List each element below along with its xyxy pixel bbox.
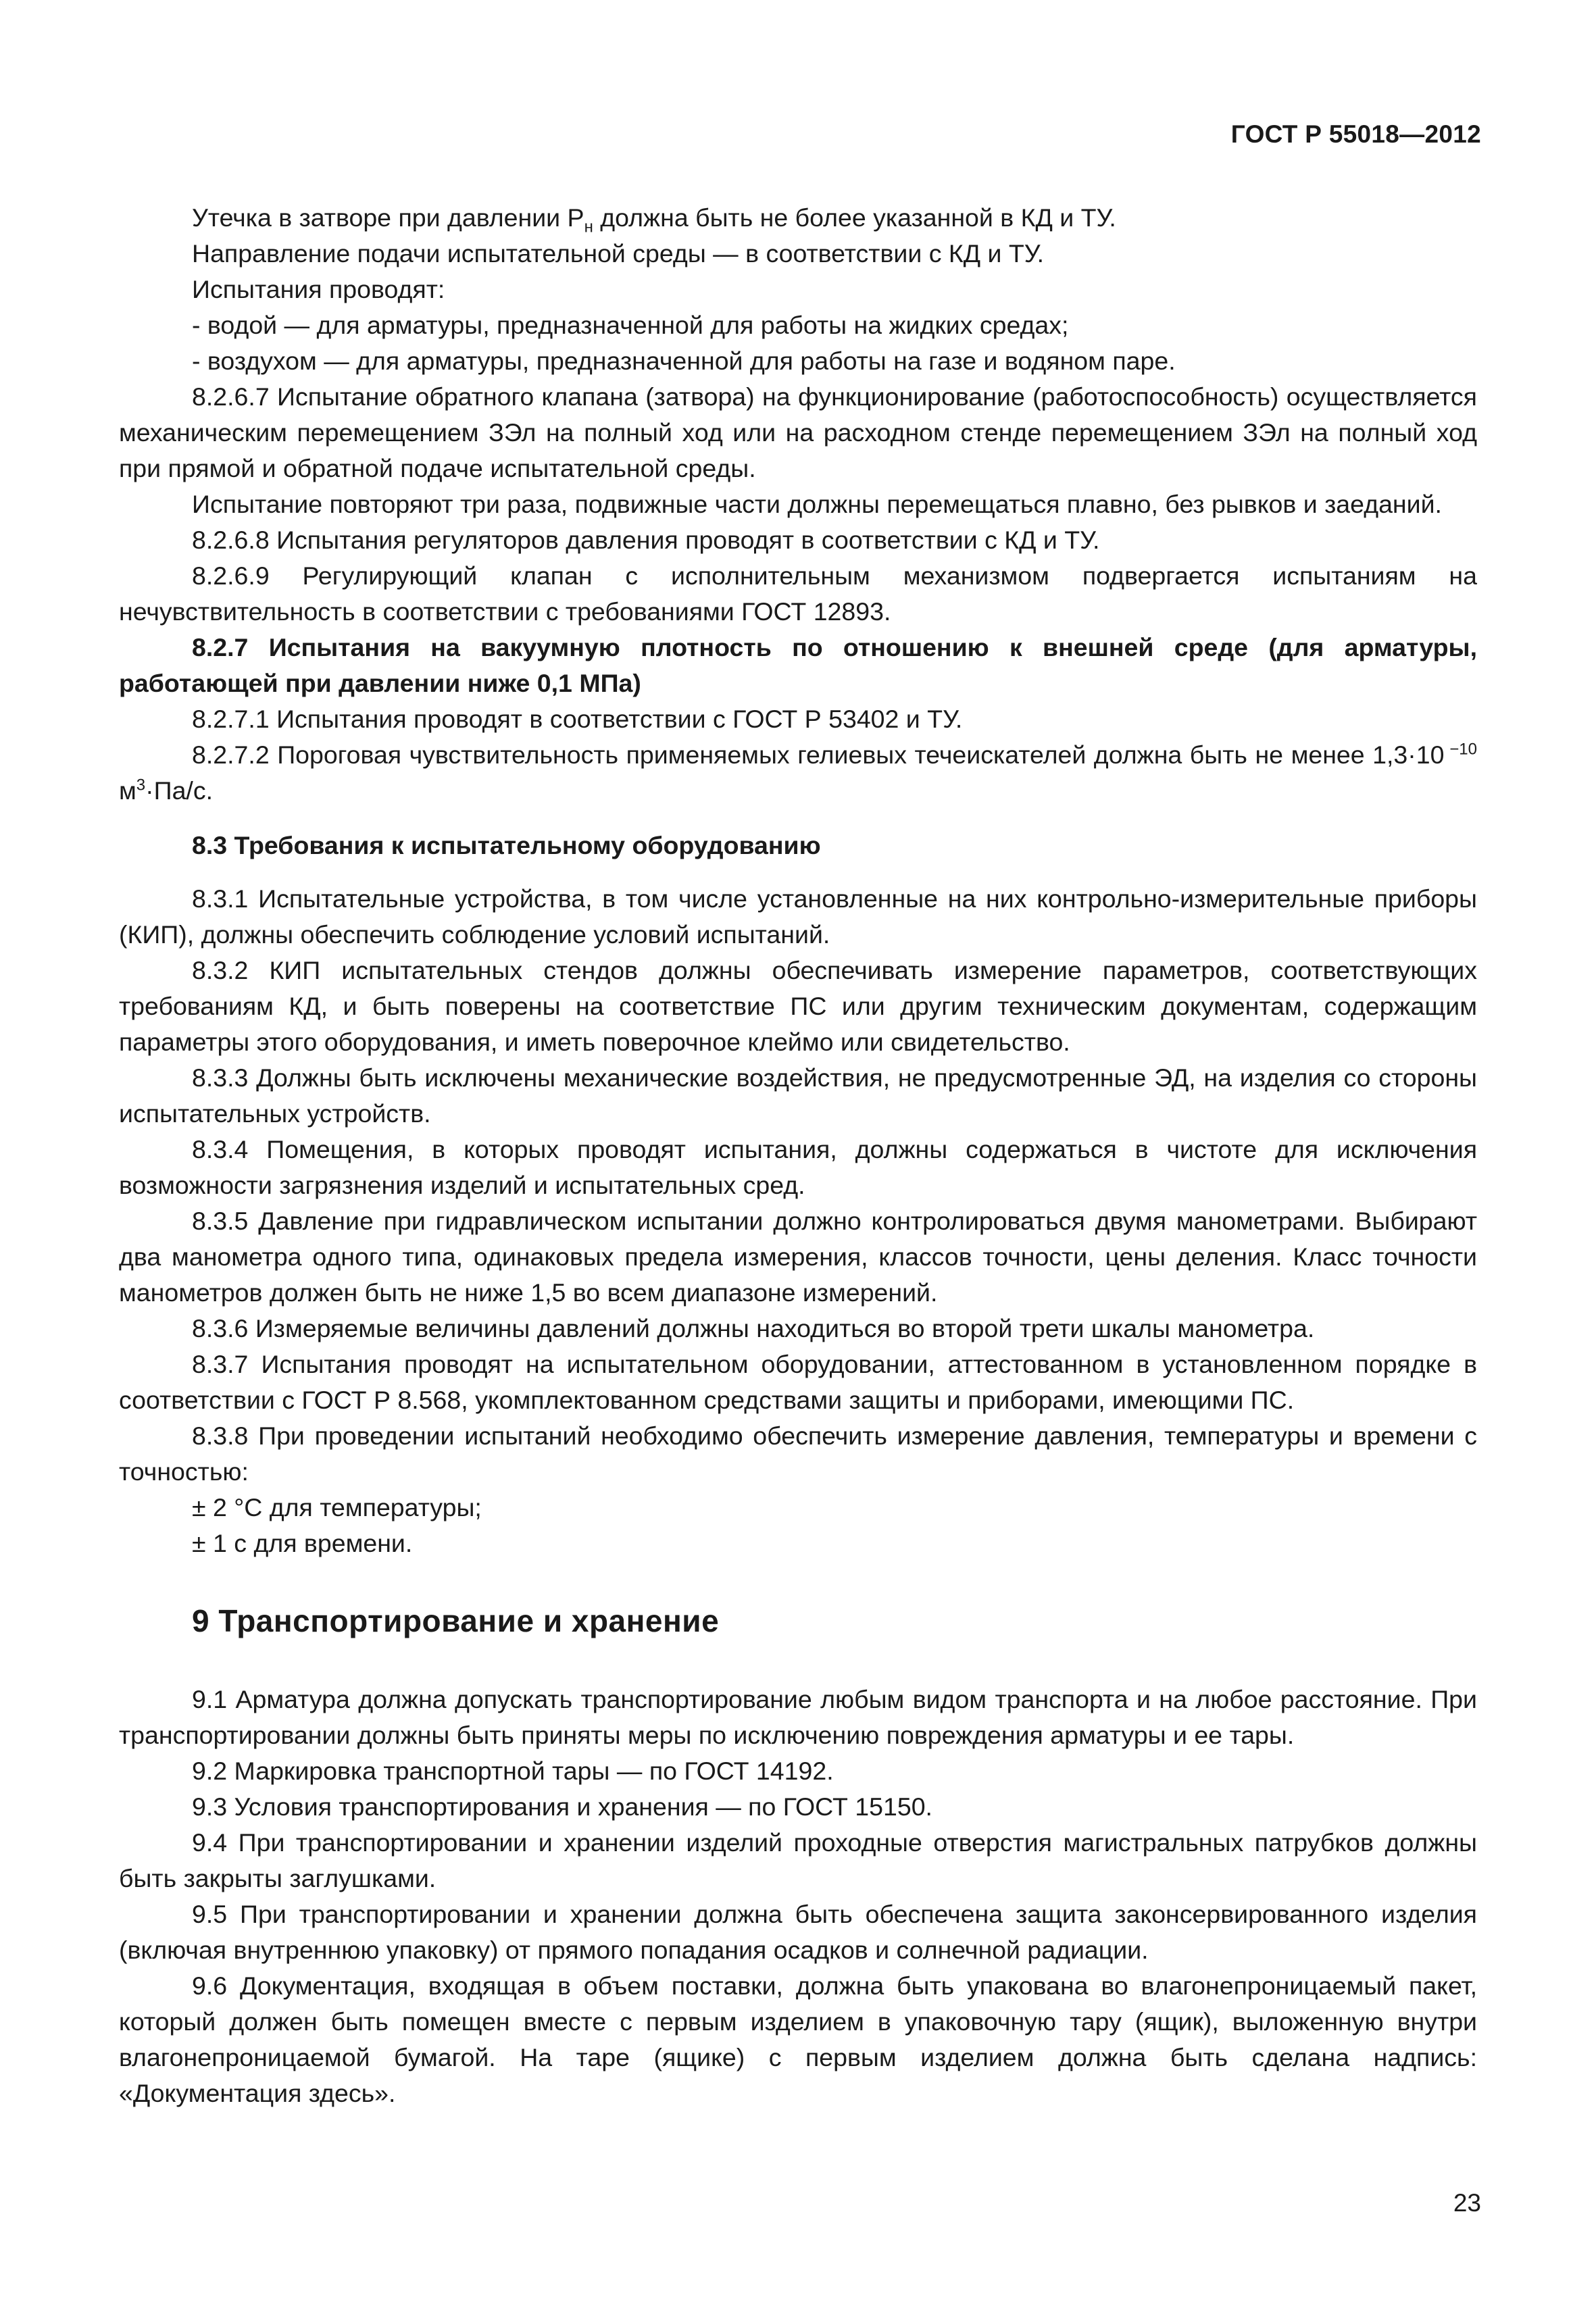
- paragraph: 8.3.5 Давление при гидравлическом испытании должно контролироваться двумя манометрами. Выбирают два манометра одного типа, одинаковых предела измерения, классов точности, цены деления. Класс точности манометров должен быть не ниже 1,5 во всем диапазоне измерений.: [119, 1207, 1477, 1307]
- paragraph: 9.1 Арматура должна допускать транспортирование любым видом транспорта и на любое расстояние. При транспортировании должны быть приняты меры по исключению повреждения арматуры и ее тары.: [119, 1685, 1477, 1749]
- paragraph: 9.3 Условия транспортирования и хранения — по ГОСТ 15150.: [192, 1792, 932, 1821]
- list-item: - водой — для арматуры, предназначенной для работы на жидких средах;: [192, 311, 1069, 339]
- list-item: ± 1 с для времени.: [192, 1529, 413, 1557]
- paragraph: 9.6 Документация, входящая в объем поставки, должна быть упакована во влагонепроницаемый пакет, который должен быть помещен вместе с первым изделием в упаковочную тару (ящик), выложенную внутри влагонепроницаемой бумагой. На таре (ящике) с первым изделием должна быть сделана надпись: «Документация здесь».: [119, 1971, 1477, 2107]
- paragraph: 8.3.6 Измеряемые величины давлений должны находиться во второй трети шкалы манометра.: [192, 1314, 1315, 1342]
- paragraph: Испытание повторяют три раза, подвижные части должны перемещаться плавно, без рывков и заеданий.: [192, 490, 1442, 518]
- page-number: 23: [1453, 2189, 1481, 2217]
- section-heading: 8.3 Требования к испытательному оборудованию: [192, 831, 821, 859]
- paragraph: Испытания проводят:: [192, 275, 445, 303]
- paragraph: 8.3.1 Испытательные устройства, в том числе установленные на них контрольно-измерительные приборы (КИП), должны обеспечить соблюдение условий испытаний.: [119, 884, 1477, 949]
- document-body: [119, 200, 1477, 2111]
- paragraph: 8.2.6.9 Регулирующий клапан с исполнительным механизмом подвергается испытаниям на нечувствительность в соответствии с требованиями ГОСТ 12893.: [119, 561, 1477, 626]
- paragraph: 9.5 При транспортировании и хранении должна быть обеспечена защита законсервированного изделия (включая внутреннюю упаковку) от прямого попадания осадков и солнечной радиации.: [119, 1900, 1477, 1964]
- subsection-heading: 8.2.7 Испытания на вакуумную плотность по отношению к внешней среде (для арматуры, работающей при давлении ниже 0,1 МПа): [119, 633, 1477, 697]
- paragraph: 8.3.7 Испытания проводят на испытательном оборудовании, аттестованном в установленном порядке в соответствии с ГОСТ Р 8.568, укомплектованном средствами защиты и приборами, имеющими ПС.: [119, 1350, 1477, 1414]
- list-item: - воздухом — для арматуры, предназначенной для работы на газе и водяном паре.: [192, 347, 1176, 375]
- paragraph: 9.4 При транспортировании и хранении изделий проходные отверстия магистральных патрубков должны быть закрыты заглушками.: [119, 1828, 1477, 1892]
- list-item: ± 2 °С для температуры;: [192, 1493, 482, 1521]
- paragraph: 9.2 Маркировка транспортной тары — по ГОСТ 14192.: [192, 1757, 834, 1785]
- paragraph: Направление подачи испытательной среды — в соответствии с КД и ТУ.: [192, 239, 1045, 268]
- paragraph: 8.2.6.7 Испытание обратного клапана (затвора) на функционирование (работоспособность) осуществляется механическим перемещением ЗЭл на полный ход или на расходном стенде перемещением ЗЭл на полный ход при прямой и обратной подаче испытательной среды.: [119, 382, 1477, 482]
- document-code-header: ГОСТ Р 55018—2012: [1230, 120, 1481, 148]
- paragraph: 8.3.8 При проведении испытаний необходимо обеспечить измерение давления, температуры и времени с точностью:: [119, 1422, 1477, 1486]
- paragraph: Утечка в затворе при давлении $Р_н$ должна быть не более указанной в КД и ТУ.: [192, 203, 1116, 236]
- paragraph: 8.2.6.8 Испытания регуляторов давления проводят в соответствии с КД и ТУ.: [192, 526, 1100, 554]
- paragraph: 8.3.2 КИП испытательных стендов должны обеспечивать измерение параметров, соответствующих требованиям КД, и быть поверены на соответствие ПС или другим техническим документам, содержащим параметры этого оборудования, и иметь поверочное клеймо или свидетельство.: [119, 956, 1477, 1056]
- paragraph: 8.3.3 Должны быть исключены механические воздействия, не предусмотренные ЭД, на изделия со стороны испытательных устройств.: [119, 1063, 1477, 1128]
- paragraph: 8.2.7.1 Испытания проводят в соответствии с ГОСТ Р 53402 и ТУ.: [192, 705, 963, 733]
- paragraph: 8.2.7.2 Пороговая чувствительность применяемых гелиевых течеискателей должна быть не менее 1,3·10 $^{-10}$ $м^3\cdot Па/с$.: [119, 740, 1477, 805]
- chapter-heading: 9 Транспортирование и хранение: [192, 1603, 720, 1638]
- paragraph: 8.3.4 Помещения, в которых проводят испытания, должны содержаться в чистоте для исключения возможности загрязнения изделий и испытательных сред.: [119, 1135, 1477, 1199]
